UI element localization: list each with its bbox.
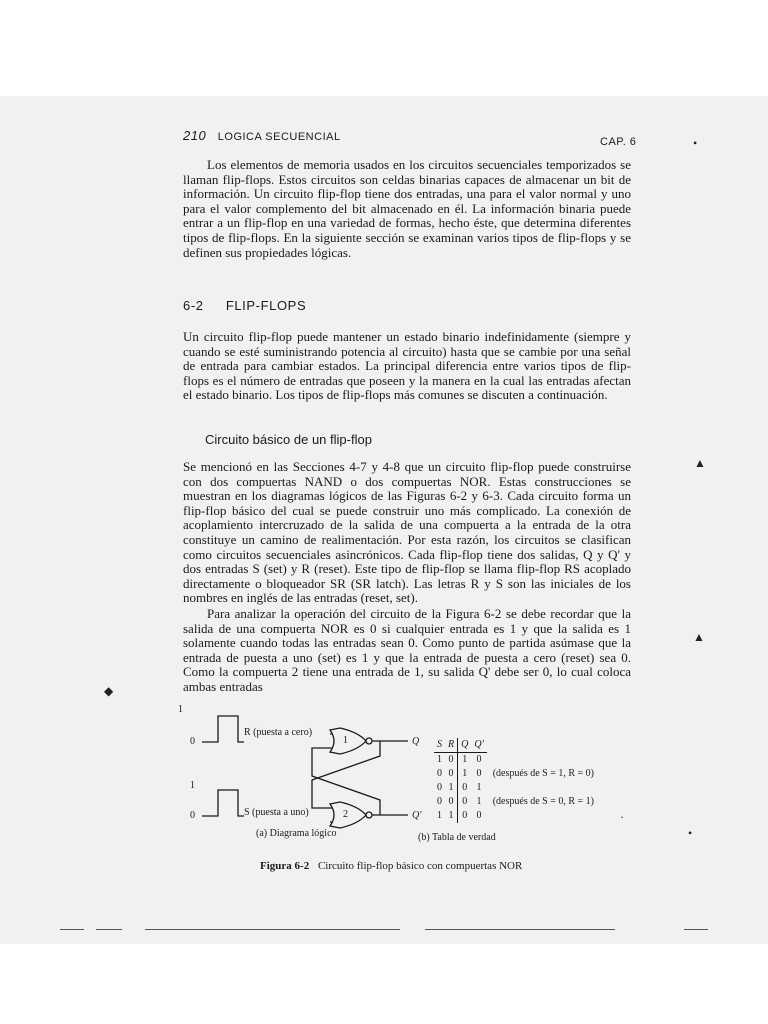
cell-q: 0: [458, 781, 472, 795]
figure-caption: [260, 860, 522, 872]
scan-line: [96, 929, 122, 930]
gate-1-number: 1: [343, 735, 348, 746]
table-row: [434, 767, 597, 781]
caption-text: Circuito flip-flop básico con compuertas NOR: [317, 860, 523, 872]
cell-note: [487, 781, 597, 795]
r-pulse-high-label: 1: [178, 704, 183, 715]
cell-qp: 1: [476, 782, 482, 793]
cell-r: 1: [448, 810, 454, 821]
chapter-title: LOGICA SECUENCIAL: [217, 131, 341, 143]
chapter-label: CAP. 6: [600, 136, 637, 148]
scan-line: [425, 929, 615, 930]
header-qp: Q': [471, 738, 486, 753]
cell-qp: 0: [476, 754, 482, 765]
feedback-wire-2: [312, 748, 380, 815]
r-input-label: R (puesta a cero): [244, 727, 313, 738]
header-s: S: [434, 738, 445, 753]
table-row: [434, 781, 597, 795]
table-row: [434, 753, 597, 768]
scan-speck: •: [693, 136, 698, 150]
s-pulse-waveform: [202, 790, 244, 816]
cell-s: 1: [437, 810, 442, 821]
input-stubs: [330, 734, 332, 822]
cell-qp: 0: [476, 810, 482, 821]
body-paragraph-2: Para analizar la operación del circuito de la Figura 6-2 se debe recordar que la salida de una compuerta NOR es 0 si cualquier entrada es 1 y que la salida es 1 solamente cuando todas las entradas sean 0. Como punto de partida asúmase que la entrada de puesta a uno (set) es 1 y que la entrada de puesta a cero (reset) sea 0. Como la compuerta 2 tiene una entrada de 1, su salida Q' debe ser 0, lo cual coloca ambas entradas: [183, 606, 631, 694]
cell-q: 1: [458, 753, 472, 768]
cell-note: [487, 753, 597, 768]
s-pulse-low-label: 0: [190, 810, 195, 821]
scan-speck: ◆: [104, 684, 114, 698]
cell-s: 1: [437, 754, 442, 765]
q-output-label: Q: [412, 736, 420, 747]
cell-r: 0: [448, 754, 454, 765]
cell-q: 0: [458, 809, 472, 823]
scan-line: [145, 929, 400, 930]
caption-number: Figura 6-2: [260, 860, 310, 872]
intro-paragraph: Los elementos de memoria usados en los circuitos secuenciales temporizados se llaman flip-flops. Estos circuitos son celdas binarias capaces de almacenar un bit de información. Un circuito flip-flop tiene dos entradas, una para el valor normal y uno para el valor complemento del bit almacenado en él. La información binaria puede entrar a un flip-flop en una variedad de formas, hecho éste, que determina diferentes tipos de flip-flops. En la siguiente sección se examinan varios tipos de flip-flops y se definen sus propiedades lógicas.: [183, 157, 631, 260]
section-title: FLIP-FLOPS: [225, 298, 307, 313]
diagram-label: (a) Diagrama lógico: [256, 828, 337, 839]
gate-2-bubble: [366, 812, 372, 818]
body-paragraph-1: Se mencionó en las Secciones 4-7 y 4-8 que un circuito flip-flop puede construirse con dos compuertas NAND o dos compuertas NOR. Estas construcciones se muestran en los diagramas lógicos de las Figuras 6-2 y 6-3. Cada circuito forma un flip-flop básico del cual se puede construir uno más complicado. La conexión de acoplamiento intercruzado de la salida de una compuerta a la entrada de la otra constituye un camino de realimentación. Por esta razón, los circuitos se clasifican como circuitos secuenciales asincrónicos. Cada flip-flop tiene dos salidas, Q y Q' y dos entradas S (set) y R (reset). Este tipo de flip-flop se llama flip-flop RS acoplado directamente o bloqueador SR (SR latch). Las letras R y S son las iniciales de los nombres en inglés de las entradas (reset, set).: [183, 459, 631, 606]
scan-line: [60, 929, 84, 930]
cell-q: 1: [458, 767, 472, 781]
cell-note: [487, 809, 597, 823]
cell-r: 0: [448, 796, 454, 807]
cell-r: 0: [448, 768, 454, 779]
cell-s: 0: [437, 782, 442, 793]
qp-output-label: Q': [412, 810, 422, 821]
page-number: 210: [183, 128, 207, 143]
truth-table-label: (b) Tabla de verdad: [418, 832, 496, 843]
figure-6-2: [178, 704, 640, 884]
header-q: Q: [458, 738, 472, 753]
scan-line: [684, 929, 708, 930]
subsection-title: Circuito básico de un flip-flop: [205, 432, 372, 447]
gate-1-bubble: [366, 738, 372, 744]
feedback-wire-1: [312, 741, 380, 808]
nor-gate-1: [330, 728, 366, 754]
r-pulse-waveform: [202, 716, 244, 742]
cell-note: (después de S = 1, R = 0): [492, 768, 594, 779]
cell-s: 0: [437, 768, 442, 779]
r-pulse-low-label: 0: [190, 736, 195, 747]
truth-table: [434, 738, 597, 823]
scan-speck: ▲: [693, 630, 705, 644]
cell-q: 0: [458, 795, 472, 809]
scan-speck: •: [688, 826, 693, 840]
truth-table-header: [434, 738, 597, 753]
header-r: R: [445, 738, 458, 753]
table-row: [434, 809, 597, 823]
cell-qp: 0: [476, 768, 482, 779]
s-input-label: S (puesta a uno): [244, 807, 309, 818]
cell-note: (después de S = 0, R = 1): [492, 796, 594, 807]
scan-speck: ▲: [694, 456, 706, 470]
scan-speck: ·: [620, 810, 624, 824]
gate-2-number: 2: [343, 809, 348, 820]
cell-r: 1: [448, 782, 454, 793]
section-number: 6-2: [183, 298, 204, 313]
running-header: [183, 128, 341, 143]
cell-s: 0: [437, 796, 442, 807]
table-row: [434, 795, 597, 809]
section-paragraph: Un circuito flip-flop puede mantener un estado binario indefinidamente (siempre y cuando se esté suministrando potencia al circuito) hasta que se cambie por una señal de entrada para cambiar estados. La principal diferencia entre varios tipos de flip-flops es el número de entradas que poseen y la manera en la cual las entradas afectan el estado binario. Los tipos de flip-flops más comunes se discuten a continuación.: [183, 329, 631, 403]
nor-gate-2: [330, 802, 366, 828]
cell-qp: 1: [476, 796, 482, 807]
s-pulse-high-label: 1: [190, 780, 195, 791]
section-heading: [183, 298, 306, 313]
